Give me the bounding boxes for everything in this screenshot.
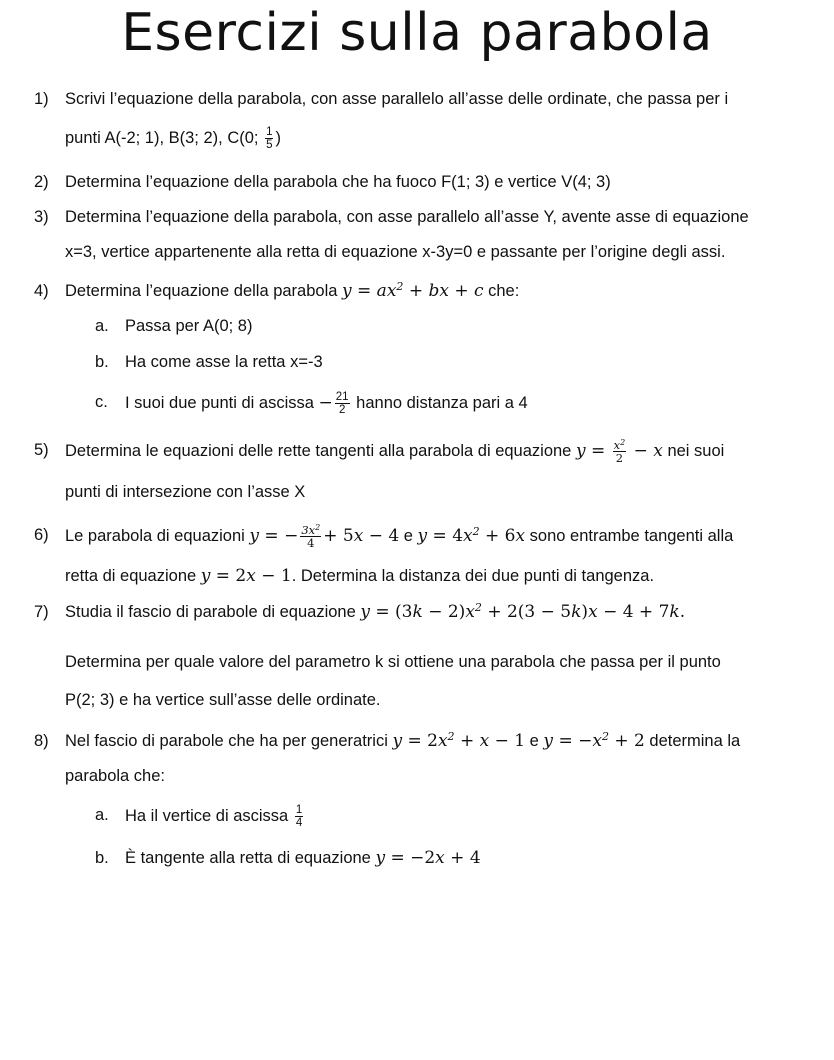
exercise-3-line2: x=3, vertice appartenente alla retta di equazione x-3y=0 e passante per l’origine degli assi. [65, 243, 726, 261]
fraction: $\frac{21}{2}$ [335, 391, 349, 416]
page-title: Esercizi sulla parabola [121, 3, 713, 63]
exercise-number: 3) [34, 208, 49, 226]
exercise-number: 2) [34, 173, 49, 191]
exercise-text: punti A(-2; 1), B(3; 2), C(0; [65, 128, 264, 147]
formula: y = − $\frac{3x^2}{4}$ + 5x − 4 [249, 523, 400, 550]
formula: $y = (3k - 2)x^2 + 2(3 - 5k)x - 4 + 7k$. [360, 601, 686, 622]
sub-label: a. [95, 317, 109, 335]
formula: y = $\frac{x^2}{2}$ − x [575, 438, 663, 465]
exercise-8-sub-b: b. È tangente alla retta di equazione y = −2x + 4 [95, 848, 481, 868]
exercise-8-sub-a: a. Ha il vertice di ascissa $\frac{1}{4}$ [95, 804, 303, 829]
exercise-text: Determina l’equazione della parabola [65, 282, 343, 300]
fraction: $\frac{1}{5}$ [266, 126, 273, 151]
exercise-6-line2: retta di equazione y = 2x − 1. Determina la distanza dei due punti di tangenza. [65, 566, 655, 586]
exercise-text: Determina l’equazione della parabola che ha fuoco F(1; 3) e vertice V(4; 3) [65, 173, 611, 191]
fraction: $\frac{1}{4}$ [295, 804, 303, 829]
exercise-5-line2: punti di intersezione con l’asse X [65, 483, 306, 501]
formula: $y = ax^2$ + bx + c [342, 280, 484, 301]
formula: $y = 4x^2 + 6x$ [417, 525, 526, 546]
formula: $y = 2x^2 + x - 1$ [392, 730, 526, 751]
exercise-number: 4) [34, 282, 49, 300]
exercise-7-line3: P(2; 3) e ha vertice sull’asse delle ordinate. [65, 691, 381, 709]
sub-label: b. [95, 353, 109, 371]
exercise-4-sub-b [95, 351, 323, 373]
exercise-1-line2: punti A(-2; 1), B(3; 2), C(0; $\frac{1}{5}$ ) [65, 126, 281, 151]
formula: $y = -x^2 + 2$ [543, 730, 645, 751]
exercise-number: 5) [34, 441, 49, 459]
sub-text: Passa per A(0; 8) [125, 317, 253, 335]
exercise-number: 8) [34, 732, 49, 750]
exercise-7-line2: Determina per quale valore del parametro k si ottiene una parabola che passa per il punto [65, 653, 721, 671]
sub-label: b. [95, 849, 109, 867]
exercise-text: Determina l’equazione della parabola, con asse parallelo all’asse Y, avente asse di equazione [65, 208, 749, 226]
sub-label: c. [95, 393, 108, 411]
exercise-4-sub-a [95, 315, 253, 337]
exercise-4-sub-c: c. I suoi due punti di ascissa − $\frac{21}{2}$ hanno distanza pari a 4 [95, 391, 528, 416]
sub-text: Ha come asse la retta x=-3 [125, 353, 323, 371]
exercise-8-line2: parabola che: [65, 767, 165, 785]
exercise-number: 6) [34, 526, 49, 544]
exercise-text: Scrivi l’equazione della parabola, con asse parallelo all’asse delle ordinate, che passa per i [65, 90, 729, 108]
exercise-number: 7) [34, 603, 49, 621]
formula: y = 2x − 1 [200, 566, 292, 586]
formula: y = −2x + 4 [375, 848, 481, 868]
sub-label: a. [95, 806, 109, 824]
exercise-number: 1) [34, 90, 49, 108]
